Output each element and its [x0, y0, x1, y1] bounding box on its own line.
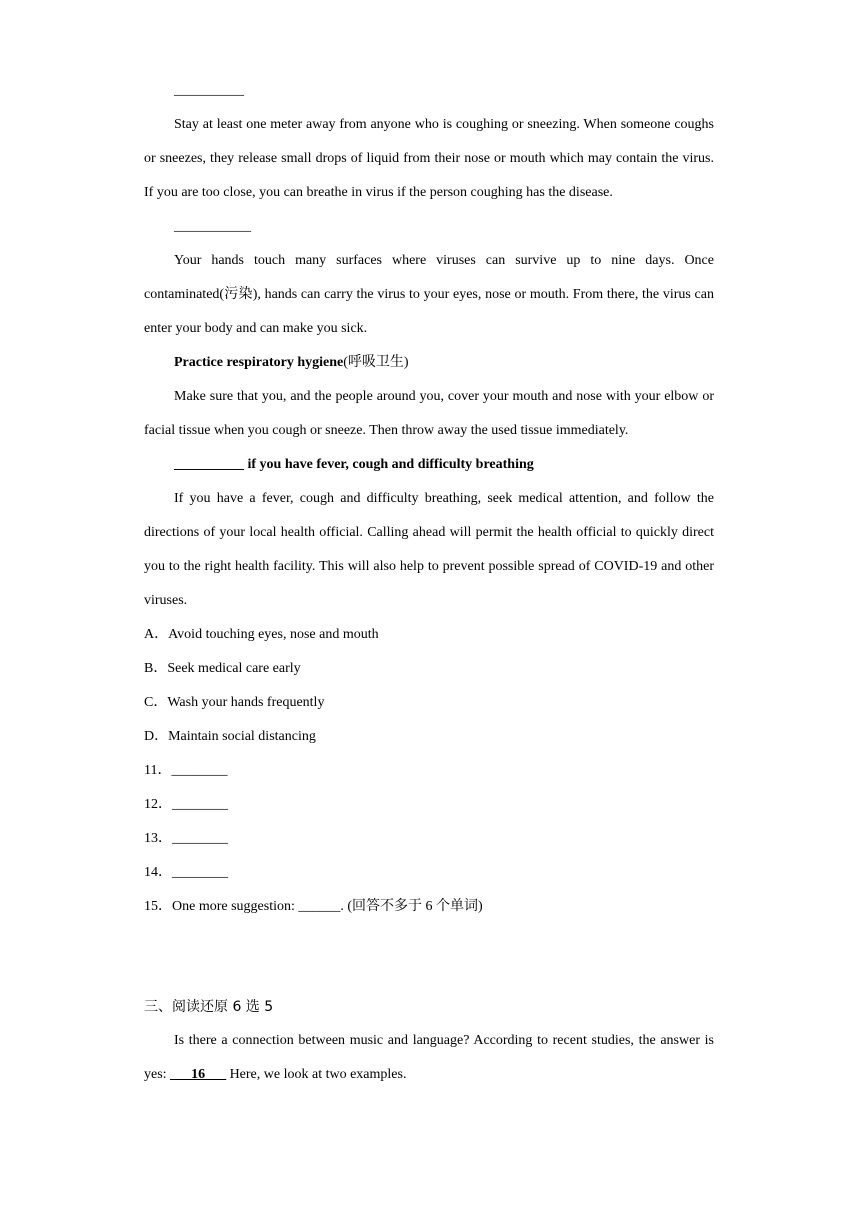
spacer	[144, 957, 714, 990]
heading-respiratory-hygiene-tail: (呼吸卫生)	[343, 355, 409, 370]
question-12: 12．________	[144, 797, 228, 812]
option-a: A．Avoid touching eyes, nose and mouth	[144, 627, 379, 642]
blank-heading-1-text: __________	[174, 83, 244, 98]
option-b: B．Seek medical care early	[144, 661, 301, 676]
question-14: 14．________	[144, 865, 228, 880]
paragraph-music-language-end: Here, we look at two examples.	[226, 1067, 407, 1082]
blank-heading-1	[144, 74, 714, 108]
section-title: 三、阅读还原 6 选 5	[144, 999, 274, 1015]
option-c: C．Wash your hands frequently	[144, 695, 325, 710]
heading-respiratory-hygiene	[144, 346, 714, 380]
paragraph-hygiene: Make sure that you, and the people around you, cover your mouth and nose with your elbow or facial tissue when you cough or sneeze. Then throw away the used tissue immediately.	[144, 389, 714, 438]
question-13: 13．________	[144, 831, 228, 846]
blank-heading-2	[144, 210, 714, 244]
blank-16: ___16___	[170, 1067, 227, 1082]
paragraph-music-language-start: Is there a connection between music and language? According to recent studies, the answer is yes:	[144, 1033, 714, 1082]
spacer	[144, 924, 714, 957]
document-page	[144, 74, 714, 1092]
blank-heading-2-text: ___________	[174, 219, 251, 234]
heading-fever	[144, 448, 714, 482]
paragraph-distance: Stay at least one meter away from anyone who is coughing or sneezing. When someone coughs or sneezes, they release small drops of liquid from their nose or mouth which may contain the virus. If you are too close, you can breathe in virus if the person coughing has the disease.	[144, 117, 714, 200]
question-15: 15．One more suggestion: ______. (回答不多于 6 个单词)	[144, 899, 483, 914]
paragraph-hands: Your hands touch many surfaces where viruses can survive up to nine days. Once contaminated(污染), hands can carry the virus to your eyes, nose or mouth. From there, the virus can enter your body and can make you sick.	[144, 253, 714, 336]
paragraph-music-language	[144, 1024, 714, 1092]
heading-fever-blank: __________	[174, 457, 244, 472]
heading-respiratory-hygiene-bold: Practice respiratory hygiene	[174, 355, 344, 370]
paragraph-fever: If you have a fever, cough and difficulty breathing, seek medical attention, and follow the directions of your local health official. Calling ahead will permit the health official to quickly direct you to the right health facility. This will also help to prevent possible spread of COVID-19 and other viruses.	[144, 491, 714, 608]
option-d: D．Maintain social distancing	[144, 729, 316, 744]
heading-fever-text: if you have fever, cough and difficulty breathing	[244, 457, 534, 472]
question-11: 11．________	[144, 763, 228, 778]
